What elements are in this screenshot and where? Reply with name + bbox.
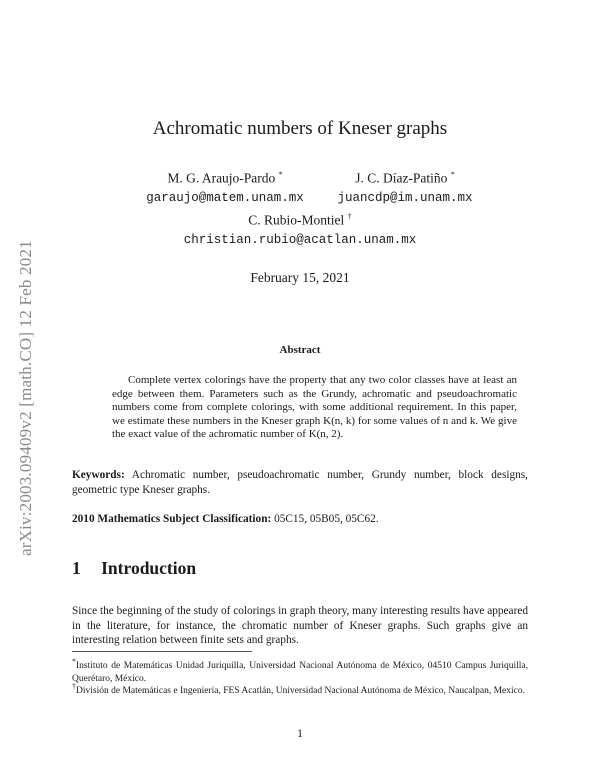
abstract-text: Complete vertex colorings have the property that any two color classes have at least an edge between them. Parameters such as the Grundy, achromatic and pseudoachromatic numbers come from complete colorings, with some additional requirement. In this paper, we estimate these numbers in the Kneser graph K(n, k) for some values of n and k. We give the exact value of the achromatic number of K(n, 2).	[112, 374, 517, 440]
footnote-mark: †	[72, 682, 76, 691]
author-name: C. Rubio-Montiel	[248, 212, 345, 228]
msc-label: 2010 Mathematics Subject Classification:	[72, 513, 272, 525]
keywords	[72, 468, 528, 497]
author-email[interactable]: garaujo@matem.unam.mx	[146, 190, 304, 205]
author-email[interactable]: christian.rubio@acatlan.unam.mx	[183, 232, 417, 247]
footnote-text: División de Matemáticas e Ingeniería, FES Acatlán, Universidad Nacional Autónoma de México, Naucalpan, Mexico.	[76, 686, 526, 697]
section-title: Introduction	[101, 558, 197, 578]
paper-title: Achromatic numbers of Kneser graphs	[152, 118, 448, 139]
paper-date: February 15, 2021	[250, 270, 350, 285]
section-heading	[72, 558, 196, 579]
author-mark: †	[347, 212, 352, 221]
author-2	[330, 170, 480, 205]
footnote-text: Instituto de Matemáticas Unidad Juriquilla, Universidad Nacional Autónoma de México, 04510 Campus Juriquilla, Querétaro, México.	[72, 661, 528, 684]
section-number: 1	[72, 558, 81, 578]
page-number: 1	[297, 726, 303, 740]
author-mark: *	[278, 170, 283, 179]
author-email[interactable]: juancdp@im.unam.mx	[337, 190, 473, 205]
author-name: J. C. Díaz-Patiño	[355, 170, 448, 186]
footnote-mark: *	[72, 657, 76, 666]
author-1	[130, 170, 320, 205]
msc-text: 05C15, 05B05, 05C62.	[274, 513, 379, 525]
footnote-rule	[72, 651, 252, 652]
author-3	[150, 212, 450, 247]
footnote-2	[72, 681, 528, 698]
keywords-text: Achromatic number, pseudoachromatic number, Grundy number, block designs, geometric type Kneser graphs.	[72, 469, 529, 496]
keywords-label: Keywords:	[72, 469, 125, 481]
intro-paragraph: Since the beginning of the study of colorings in graph theory, many interesting results have appeared in the literature, for instance, the chromatic number of Kneser graphs. Such graphs give an interesting relation between finite sets and graphs.	[72, 605, 528, 646]
abstract-heading: Abstract	[279, 344, 321, 356]
author-mark: *	[450, 170, 455, 179]
arxiv-stamp: arXiv:2003.09409v2 [math.CO] 12 Feb 2021	[16, 240, 35, 556]
author-name: M. G. Araujo-Pardo	[167, 170, 276, 186]
msc-classification	[72, 512, 528, 527]
